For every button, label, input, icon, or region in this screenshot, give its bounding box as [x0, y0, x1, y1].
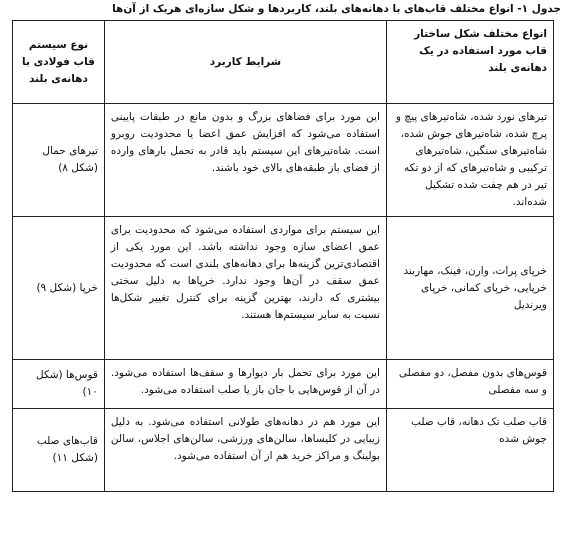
cell-conditions: این مورد برای تحمل بار دیوارها و سقف‌ها استفاده می‌شود. در آن از قوس‌هایی با جان باز یا صلب استفاده می‌شود.: [104, 360, 386, 409]
cell-system: قوس‌ها (شکل ۱۰): [13, 360, 105, 409]
cell-system: قاب‌های صلب (شکل ۱۱): [13, 409, 105, 492]
cell-types: تیرهای نورد شده، شاه‌تیرهای پیچ و پرچ شده، شاه‌تیرهای جوش شده، شاه‌تیرهای سنگین، شاه‌تیرهای ترکیبی و شاه‌تیرهای که از دو تکه تیر در هم چفت شده تشکیل شده‌اند.: [386, 104, 553, 217]
cell-types: قوس‌های بدون مفصل، دو مفصلی و سه مفصلی: [386, 360, 553, 409]
table-row: [13, 409, 554, 492]
cell-system: خرپا (شکل ۹): [13, 217, 105, 360]
cell-conditions: این مورد برای فضاهای بزرگ و بدون مانع در طبقات پایینی استفاده می‌شود که افزایش عمق اعضا یا محدودیت روبرو است. شاه‌تیرهای این سیستم باید قادر به تحمل بارهای وارده از فضای باز طبقه‌های بالای خود باشند.: [104, 104, 386, 217]
cell-types: خرپای پرات، وارن، فینک، مهاربند خرپایی، خرپای کمانی، خرپای ویرندیل: [386, 217, 553, 360]
table-row: [13, 217, 554, 360]
header-types: انواع مختلف شکل ساختار قاب مورد استفاده در یک دهانه‌ی بلند: [386, 21, 553, 104]
cell-system: تیرهای حمال (شکل ۸): [13, 104, 105, 217]
table-row: [13, 360, 554, 409]
cell-types: قاب صلب تک دهانه، قاب صلب جوش شده: [386, 409, 553, 492]
header-conditions: شرایط کاربرد: [104, 21, 386, 104]
table-header-row: [13, 21, 554, 104]
frame-types-table: [12, 20, 554, 492]
cell-conditions: این مورد هم در دهانه‌های طولانی استفاده می‌شود. به دلیل زیبایی در کلیساها، سالن‌های ورزشی، سالن‌های اجلاس، سالن بولینگ و مراکز خرید هم از آن استفاده می‌شود.: [104, 409, 386, 492]
table-row: [13, 104, 554, 217]
table-caption: جدول ۱- انواع مختلف قاب‌های با دهانه‌های بلند، کاربردها و شکل سازه‌ای هریک از آن‌ها: [112, 3, 561, 15]
header-system: نوع سیستم قاب فولادی با دهانه‌ی بلند: [13, 21, 105, 104]
cell-conditions: این سیستم برای مواردی استفاده می‌شود که محدودیت برای عمق اعضای سازه وجود نداشته باشد. این مورد یکی از اقتصادی‌ترین گزینه‌ها برای دهانه‌های بلندی است که محدودیت عمق سقف در آن‌ها وجود ندارد. خرپاها به دلیل سختی بیشتری که دارند، بهترین گزینه برای کنترل تغییر شکل‌ها نسبت به سایر سیستم‌ها هستند.: [104, 217, 386, 360]
